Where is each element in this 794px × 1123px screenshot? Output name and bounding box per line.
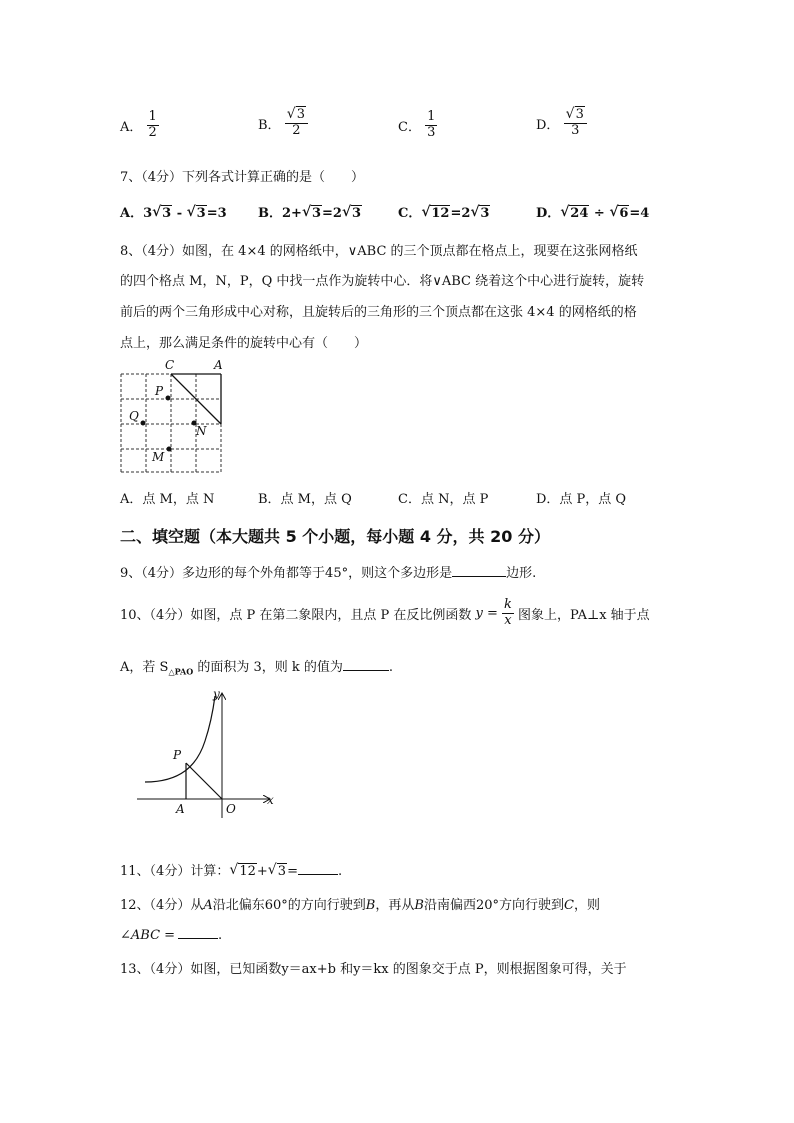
label-m: M bbox=[152, 450, 165, 464]
grid-lines bbox=[121, 374, 221, 472]
option-label: A． bbox=[120, 119, 143, 135]
q6-option-d bbox=[536, 108, 587, 139]
q7-option-b: B．2+√ 3=2√ 3 bbox=[258, 202, 362, 221]
label-p: P bbox=[155, 384, 164, 398]
label-c: C bbox=[165, 358, 175, 372]
segment-po bbox=[186, 763, 222, 799]
q6-option-c bbox=[398, 110, 437, 141]
answer-blank bbox=[343, 658, 389, 671]
answer-blank bbox=[298, 862, 338, 875]
label-q: Q bbox=[129, 409, 139, 423]
fraction: $\frac{1}{3}$ bbox=[427, 109, 436, 140]
q8-line-3: 前后的两个三角形成中心对称，且旋转后的三角形的三个顶点都在这张 4×4 的网格纸的格 bbox=[120, 305, 637, 320]
q7-option-c: C．√ 12=2√ 3 bbox=[398, 202, 490, 221]
fraction: √ $\frac{3}{2}$ bbox=[285, 108, 308, 139]
q10-line-1: 10、（4分）如图，点 P 在第二象限内，且点 P 在反比例函数 y = $\frac{k}{x}$ 图象上，PA⊥x 轴于点 bbox=[120, 597, 650, 628]
q6-option-b bbox=[258, 108, 308, 139]
q8-line-4: 点上，那么满足条件的旋转中心有（ ） bbox=[120, 336, 368, 351]
q8-option-b: B．点 M，点 Q bbox=[258, 492, 352, 507]
point-m bbox=[167, 447, 172, 452]
q12-line-1: 12、（4分）从A沿北偏东60°的方向行驶到B，再从B沿南偏西20°方向行驶到C，则 bbox=[120, 898, 600, 913]
point-q bbox=[141, 421, 146, 426]
fraction-k-over-x: $\frac{k}{x}$ bbox=[504, 597, 512, 628]
q10-coordinate-figure bbox=[135, 686, 285, 821]
q10-line-2: A，若 $S_{\triangle PAO}$ 的面积为 3，则 k 的值为 . bbox=[120, 660, 394, 677]
q9: 9、（4分）多边形的每个外角都等于45°，则这个多边形是 边形. bbox=[120, 566, 537, 581]
option-label: D． bbox=[536, 117, 560, 133]
q8-grid-figure bbox=[112, 356, 232, 476]
q8-option-a: A．点 M，点 N bbox=[120, 492, 215, 507]
q6-option-a bbox=[120, 110, 159, 141]
fraction: $\frac{1}{2}$ bbox=[148, 109, 157, 140]
label-o: O bbox=[226, 802, 236, 816]
label-a: A bbox=[214, 358, 223, 372]
q7-option-a: A．3√ 3 - √ 3=3 bbox=[120, 202, 227, 221]
q8-option-c: C．点 N，点 P bbox=[398, 492, 489, 507]
point-p bbox=[166, 396, 171, 401]
answer-blank bbox=[178, 926, 218, 939]
label-y: y bbox=[213, 687, 220, 701]
fraction: √ $\frac{3}{3}$ bbox=[564, 108, 587, 139]
option-label: B． bbox=[258, 117, 281, 133]
q13-line-1: 13、（4分）如图，已知函数y＝ax+b 和y＝kx 的图象交于点 P，则根据图象可得，关于 bbox=[120, 962, 627, 977]
q8-option-d: D．点 P，点 Q bbox=[536, 492, 627, 507]
section-heading: 二、填空题（本大题共 5 个小题，每小题 4 分，共 20 分） bbox=[120, 527, 550, 546]
q12-line-2: ∠ABC = . bbox=[120, 928, 223, 943]
label-n: N bbox=[196, 424, 207, 438]
q7-stem: 7、（4分）下列各式计算正确的是（ ） bbox=[120, 170, 365, 185]
answer-blank bbox=[452, 564, 506, 577]
hyperbola-curve bbox=[145, 696, 215, 782]
label-a: A bbox=[176, 802, 185, 816]
q7-option-d: D．√ 24 ÷ √ 6=4 bbox=[536, 202, 649, 221]
label-x: x bbox=[267, 793, 274, 807]
option-label: C． bbox=[398, 119, 421, 135]
q8-line-1: 8、（4分）如图，在 4×4 的网格纸中，∨ABC 的三个顶点都在格点上，现要在这张网格纸 bbox=[120, 244, 638, 259]
q8-line-2: 的四个格点 M，N，P，Q 中找一点作为旋转中心．将∨ABC 绕着这个中心进行旋转，旋转 bbox=[120, 274, 645, 289]
q11: 11、（4分）计算：√ 12+√ 3= . bbox=[120, 860, 342, 879]
label-p: P bbox=[173, 748, 182, 762]
